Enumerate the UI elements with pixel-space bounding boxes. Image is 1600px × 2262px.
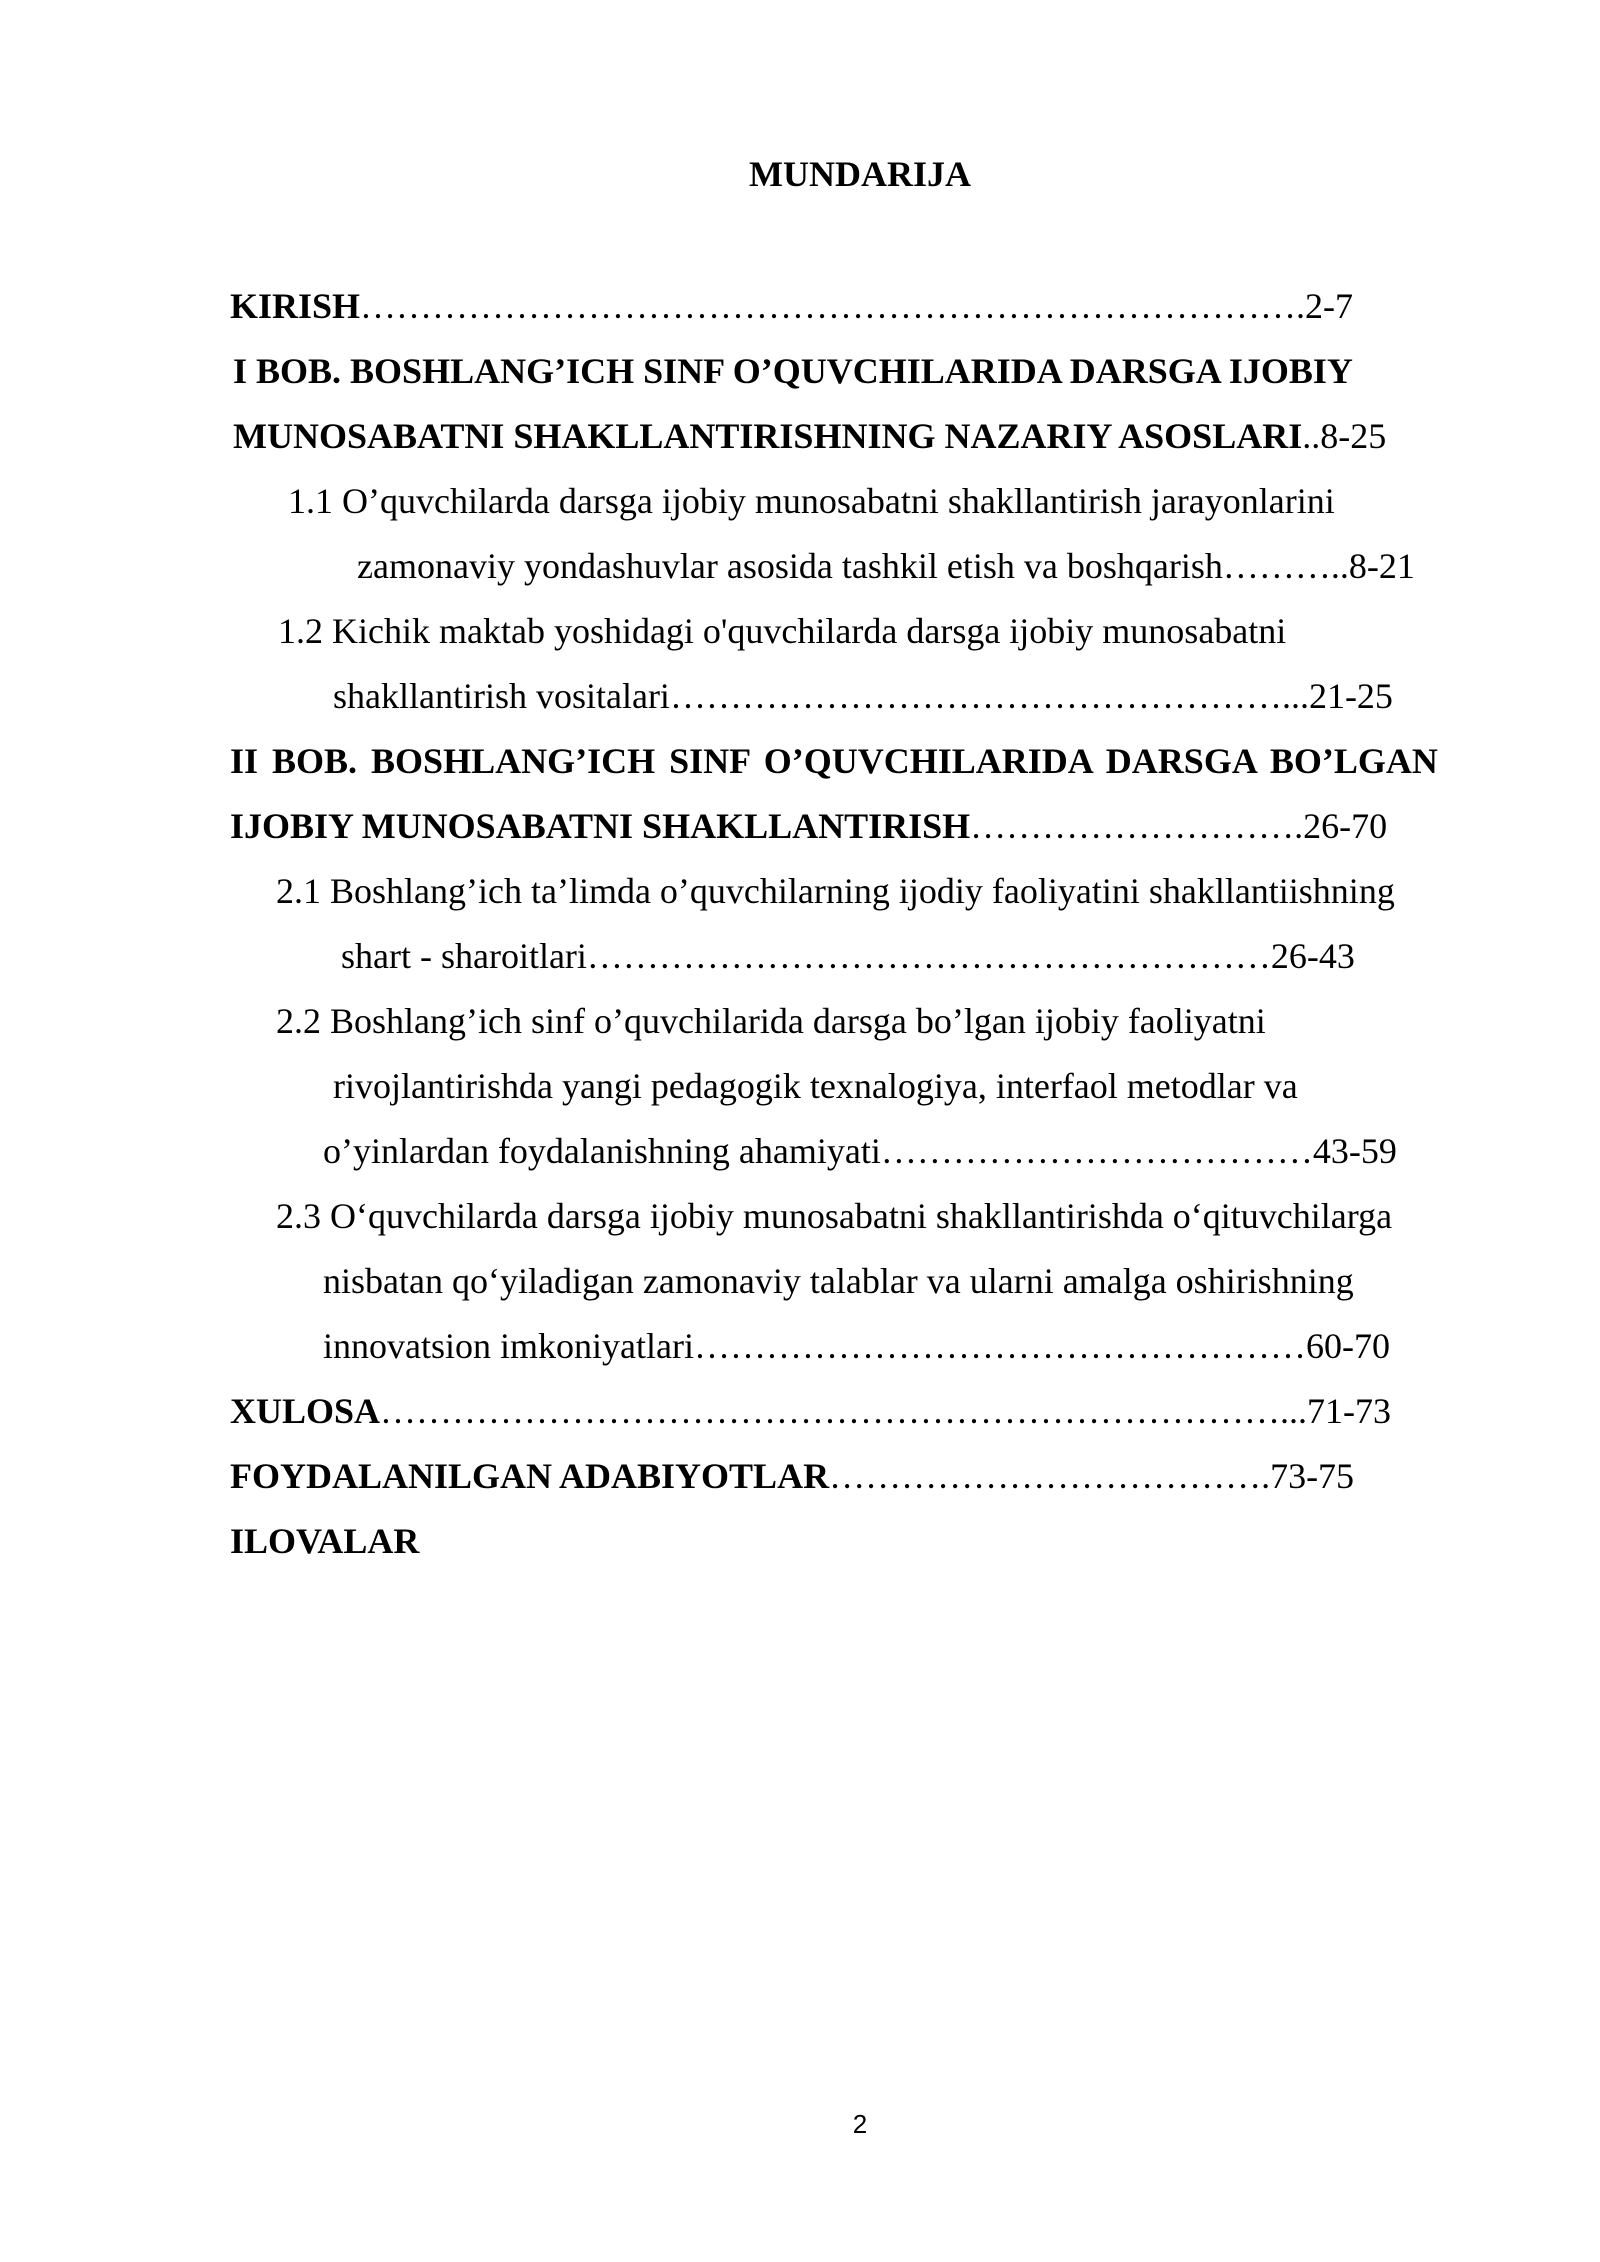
toc-entry-1-1-line-2 (357, 544, 1415, 588)
toc-entry-2-3-line-1 (276, 1194, 1392, 1238)
toc-entry-text: shart - sharoitlari (341, 936, 587, 976)
toc-entry-text: zamonaviy yondashuvlar asosida tashkil etish va boshqarish (357, 546, 1223, 586)
toc-entry-2-2-line-2 (333, 1064, 1298, 1108)
toc-entry-text: XULOSA (230, 1391, 381, 1431)
toc-page-range: 8-25 (1320, 416, 1387, 456)
toc-entry-text: ILOVALAR (230, 1521, 420, 1561)
toc-entry-adabiyotlar (230, 1454, 1354, 1498)
toc-entry-text: FOYDALANILGAN ADABIYOTLAR (230, 1456, 830, 1496)
toc-entry-text: 1.2 Kichik maktab yoshidagi o'quvchilarda darsga ijobiy munosabatni (278, 611, 1287, 651)
toc-entry-chapter-2-line-1 (230, 739, 1438, 783)
toc-entry-text: 1.1 O’quvchilarda darsga ijobiy munosabatni shakllantirish jarayonlarini (288, 481, 1335, 521)
toc-leader-dots: …………………………………………… (693, 1326, 1306, 1366)
toc-entry-2-1-line-2 (341, 934, 1355, 978)
toc-leader-dots: ………………………………………………… (586, 936, 1271, 976)
toc-entry-1-2-line-2 (333, 674, 1393, 718)
toc-entry-2-3-line-2 (323, 1259, 1354, 1303)
toc-page-range: 21-25 (1308, 676, 1393, 716)
toc-page-range: 26-43 (1270, 936, 1355, 976)
toc-entry-xulosa (230, 1389, 1391, 1433)
toc-leader-dots: ………………………. (970, 806, 1304, 846)
toc-entry-1-1-line-1 (288, 479, 1335, 523)
toc-entry-1-2-line-1 (278, 609, 1286, 653)
toc-entry-2-1-line-1 (276, 869, 1395, 913)
toc-leader-dots: ……….. (1222, 546, 1349, 586)
toc-page-range: 60-70 (1305, 1326, 1390, 1366)
toc-page-range: 8-21 (1348, 546, 1415, 586)
toc-entry-text: KIRISH (230, 286, 361, 326)
toc-leader-dots: …………………………………………………………………... (380, 1391, 1308, 1431)
toc-leader-dots: ……………………………………………………………………. (360, 286, 1306, 326)
toc-leader-dots: ……………………………………………... (669, 676, 1309, 716)
toc-entry-text: 2.2 Boshlang’ich sinf o’quvchilarida darsga bo’lgan ijobiy faoliyatni (276, 1001, 1266, 1041)
toc-entry-2-2-line-1 (276, 999, 1266, 1043)
toc-entry-2-2-line-3 (323, 1129, 1397, 1173)
toc-page-range: 2-7 (1305, 286, 1354, 326)
toc-entry-chapter-1-line-1 (233, 349, 1353, 393)
toc-entry-text: shakllantirish vositalari (333, 676, 670, 716)
toc-entry-chapter-2-line-2 (230, 804, 1387, 848)
toc-entry-2-3-line-3 (323, 1324, 1390, 1368)
toc-entry-text: IJOBIY MUNOSABATNI SHAKLLANTIRISH (230, 806, 971, 846)
toc-entry-text: 2.1 Boshlang’ich ta’limda o’quvchilarning ijodiy faoliyatini shakllantiishning (276, 871, 1395, 911)
toc-entry-chapter-1-line-2 (233, 414, 1386, 458)
toc-page-range: 73-75 (1270, 1456, 1355, 1496)
toc-entry-text: innovatsion imkoniyatlari (323, 1326, 694, 1366)
toc-entry-text: o’yinlardan foydalanishning ahamiyati (323, 1131, 881, 1171)
toc-entry-text: II BOB. BOSHLANG’ICH SINF O’QUVCHILARIDA DARSGA BO’LGAN (230, 741, 1438, 781)
toc-page-range: 43-59 (1312, 1131, 1397, 1171)
page-number: 2 (852, 2109, 868, 2139)
toc-entry-text: rivojlantirishda yangi pedagogik texnalogiya, interfaol metodlar va (333, 1066, 1298, 1106)
toc-entry-text: 2.3 O‘quvchilarda darsga ijobiy munosabatni shakllantirishda o‘qituvchilarga (276, 1196, 1393, 1236)
toc-entry-text: I BOB. BOSHLANG’ICH SINF O’QUVCHILARIDA DARSGA IJOBIY (233, 351, 1353, 391)
toc-entry-text: MUNOSABATNI SHAKLLANTIRISHNING NAZARIY ASOSLARI (233, 416, 1303, 456)
toc-entry-ilovalar (230, 1519, 419, 1563)
toc-entry-text: nisbatan qo‘yiladigan zamonaviy talablar va ularni amalga oshirishning (323, 1261, 1354, 1301)
toc-leader-dots: ……………………………… (880, 1131, 1313, 1171)
document-title: MUNDARIJA (749, 154, 971, 194)
toc-page-range: 71-73 (1307, 1391, 1392, 1431)
toc-leader-dots: ………………………………. (829, 1456, 1271, 1496)
toc-leader-dots: .. (1302, 416, 1321, 456)
toc-entry-kirish (230, 284, 1353, 328)
toc-page-range: 26-70 (1303, 806, 1388, 846)
